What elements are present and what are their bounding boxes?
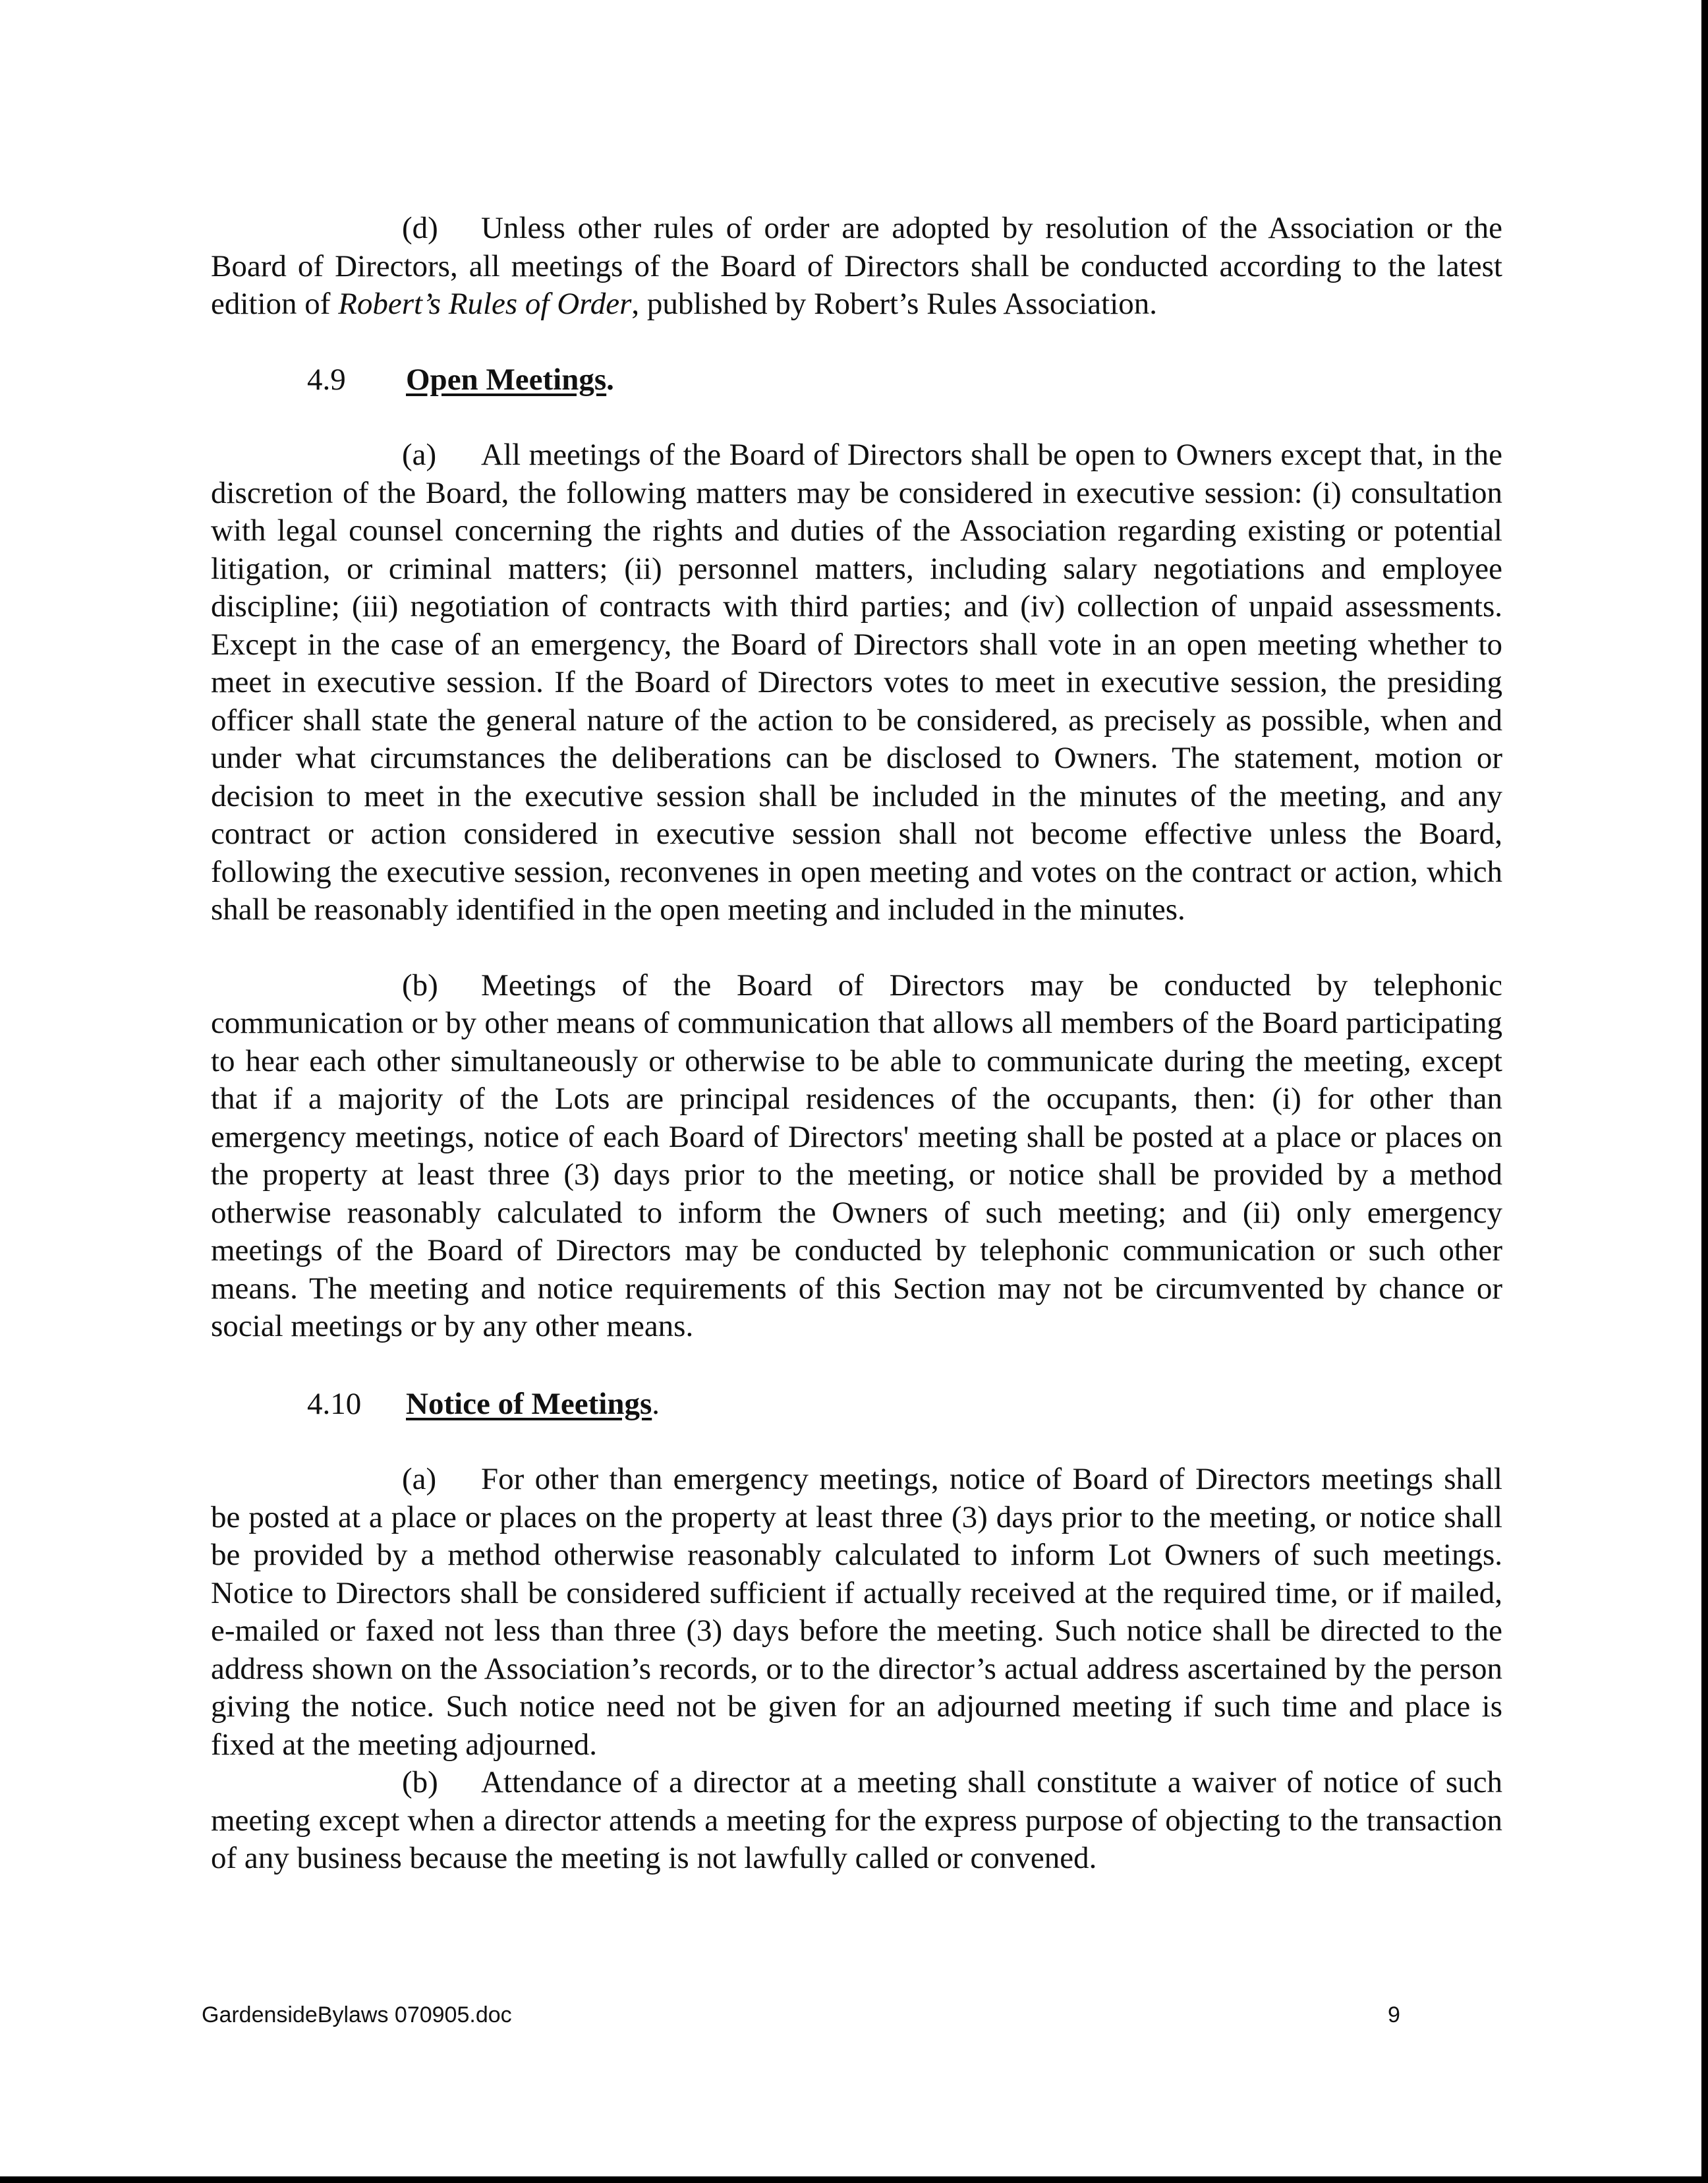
section-heading-4-10 — [211, 1385, 1502, 1424]
section-heading-4-9 — [211, 361, 1502, 399]
italic-title: Robert’s Rules of Order — [338, 287, 632, 321]
scan-border-bottom — [0, 2176, 1708, 2183]
paragraph-4-9-b — [211, 967, 1502, 1346]
section-title-punct: . — [606, 362, 614, 397]
paragraph-4-9-a — [211, 436, 1502, 929]
paragraph-text: Meetings of the Board of Directors may be conducted by telephonic communication or by other means of communication that allows all members of the Board participating to hear each other simultaneously or otherwise to be able to communicate during the meeting, except that if a majority of the Lots are principal residences of the occupants, then: (i) for other than emergency meetings, notice of each Board of Directors' meeting shall be posted at a place or places on the property at least three (3) days prior to the meeting, or notice shall be provided by a method otherwise reasonably calculated to inform the Owners of such meeting; and (ii) only emergency meetings of the Board of Directors may be conducted by telephonic communication or such other means. The meeting and notice requirements of this Section may not be circumvented by chance or social meetings or by any other means. — [211, 968, 1502, 1343]
paragraph-text: Unless other rules of order are adopted by resolution of the Association or the Board of Directors, all meetings of the Board of Directors shall be conducted according to the latest edition of — [211, 211, 1502, 321]
scan-border-right — [1701, 0, 1708, 2183]
section-title: Notice of Meetings — [406, 1386, 652, 1421]
paragraph-4-10-a — [211, 1461, 1502, 1764]
section-number: 4.10 — [307, 1386, 362, 1421]
paragraph-text-end: , published by Robert’s Rules Association. — [631, 287, 1158, 321]
paragraph-4-10-b — [211, 1764, 1502, 1878]
paragraph-label: (b) — [402, 1765, 438, 1799]
paragraph-4-8-d — [211, 210, 1502, 324]
section-title: Open Meetings — [406, 362, 607, 397]
paragraph-label: (a) — [402, 1462, 437, 1496]
paragraph-label: (d) — [402, 211, 438, 245]
footer-filename: GardensideBylaws 070905.doc — [202, 2002, 512, 2027]
footer-page-number: 9 — [1388, 2002, 1400, 2027]
paragraph-label: (b) — [402, 968, 438, 1003]
section-title-punct: . — [652, 1386, 660, 1421]
paragraph-label: (a) — [402, 438, 437, 472]
paragraph-text: Attendance of a director at a meeting shall constitute a waiver of notice of such meeting except when a director attends a meeting for the express purpose of objecting to the transaction of any business because the meeting is not lawfully called or convened. — [211, 1765, 1502, 1875]
document-page — [211, 210, 1502, 1878]
paragraph-text: All meetings of the Board of Directors shall be open to Owners except that, in the discretion of the Board, the following matters may be considered in executive session: (i) consultation with legal counsel concerning the rights and duties of the Association regarding existing or potential litigation, or criminal matters; (ii) personnel matters, including salary negotiations and employee discipline; (iii) negotiation of contracts with third parties; and (iv) collection of unpaid assessments. Except in the case of an emergency, the Board of Directors shall vote in an open meeting whether to meet in executive session. If the Board of Directors votes to meet in executive session, the presiding officer shall state the general nature of the action to be considered, as precisely as possible, when and under what circumstances the deliberations can be disclosed to Owners. The statement, motion or decision to meet in the executive session shall be included in the minutes of the meeting, and any contract or action considered in executive session shall not become effective unless the Board, following the executive session, reconvenes in open meeting and votes on the contract or action, which shall be reasonably identified in the open meeting and included in the minutes. — [211, 438, 1502, 927]
section-number: 4.9 — [307, 362, 346, 397]
paragraph-text: For other than emergency meetings, notice of Board of Directors meetings shall be posted at a place or places on the property at least three (3) days prior to the meeting, or notice shall be provided by a method otherwise reasonably calculated to inform Lot Owners of such meetings. Notice to Directors shall be considered sufficient if actually received at the required time, or if mailed, e-mailed or faxed not less than three (3) days before the meeting. Such notice shall be directed to the address shown on the Association’s records, or to the director’s actual address ascertained by the person giving the notice. Such notice need not be given for an adjourned meeting if such time and place is fixed at the meeting adjourned. — [211, 1462, 1502, 1762]
